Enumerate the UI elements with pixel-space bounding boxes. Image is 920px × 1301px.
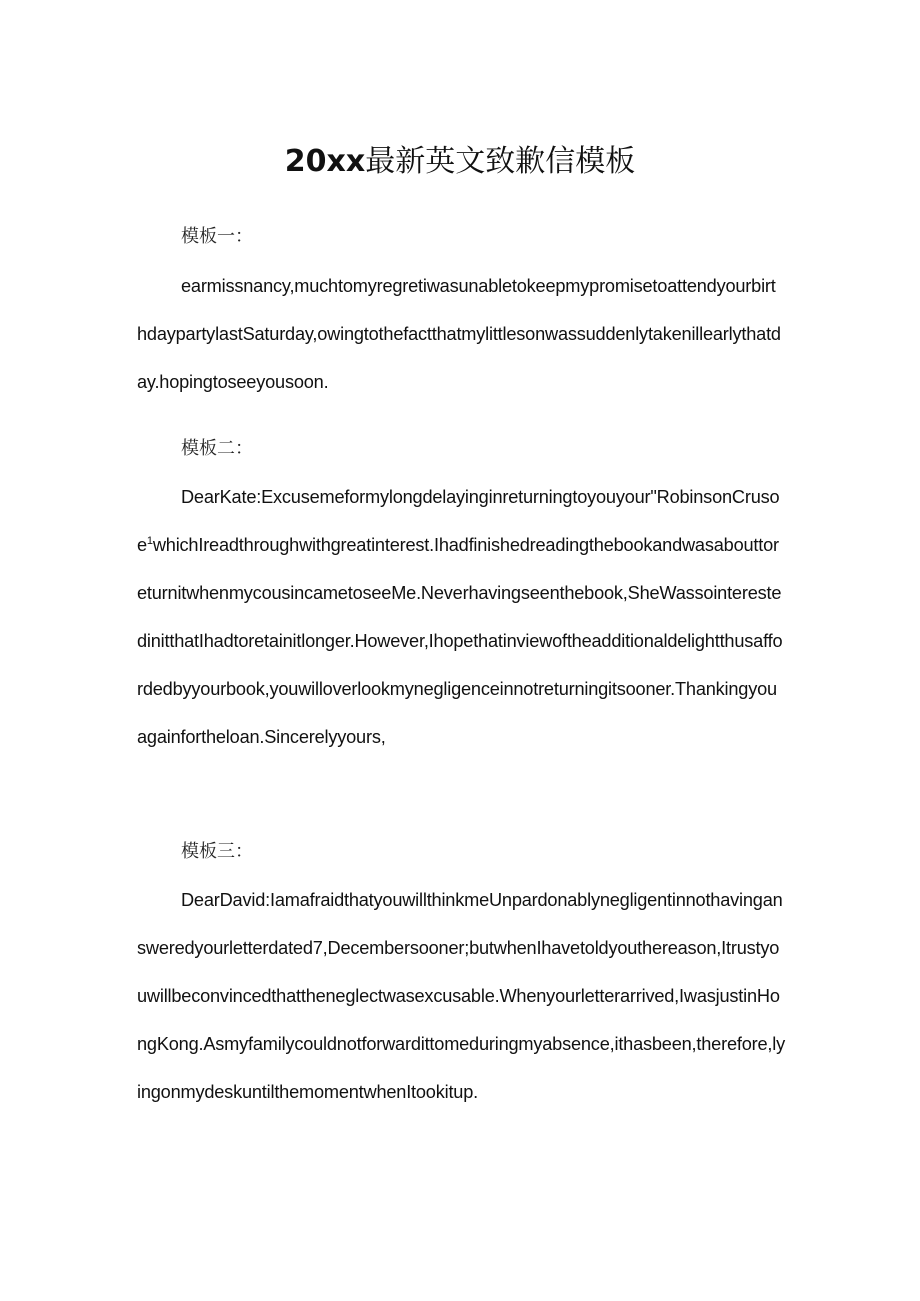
section-heading-3: 模板三： <box>181 841 253 862</box>
section-body-2-part2: whichIreadthroughwithgreatinterest.IhadfinishedreadingthebookandwasabouttoreturnitwhenmycousincametoseeMe.Neverhavingseenthebook,SheWassointerestedinitthatIhadtoretainitlonger.However,Ihopethatinviewoftheadditionaldelightthusaffordedbyyourbook,youwilloverlookmynegligenceinnotreturningitsooner.Thankingyouagainfortheloan.Sincerelyyours, <box>137 535 783 747</box>
section-heading-1: 模板一： <box>181 226 253 247</box>
section-body-2-part1: DearKate:Excusemeformylongdelayinginreturningtoyouyour"RobinsonCrusoe <box>137 487 780 555</box>
section-body-3: DearDavid:IamafraidthatyouwillthinkmeUnpardonablynegligentinnothavingansweredyourletterdated7,Decembersooner;butwhenIhavetoldyouthereason,Itrustyouwillbeconvincedthattheneglectwasexcusable.Whenyourletterarrived,IwasjustinHongKong.Asmyfamilycouldnotforwardittomeduringmyabsence,ithasbeen,therefore,lyingonmydeskuntilthemomentwhenItookitup. <box>137 890 785 1102</box>
document-title <box>0 136 920 180</box>
footnote-marker: 1 <box>146 534 153 547</box>
section-body-1: earmissnancy,muchtomyregretiwasunabletokeepmypromisetoattendyourbirthdaypartylastSaturday,owingtothefactthatmylittlesonwassuddenlytakenillearlythatday.hopingtoseeyousoon. <box>137 276 781 392</box>
section-body-2 <box>137 473 785 761</box>
title-text: 最新英文致歉信模板 <box>365 144 636 179</box>
title-number: 20xx <box>284 144 366 179</box>
section-heading-2: 模板二： <box>181 438 253 459</box>
